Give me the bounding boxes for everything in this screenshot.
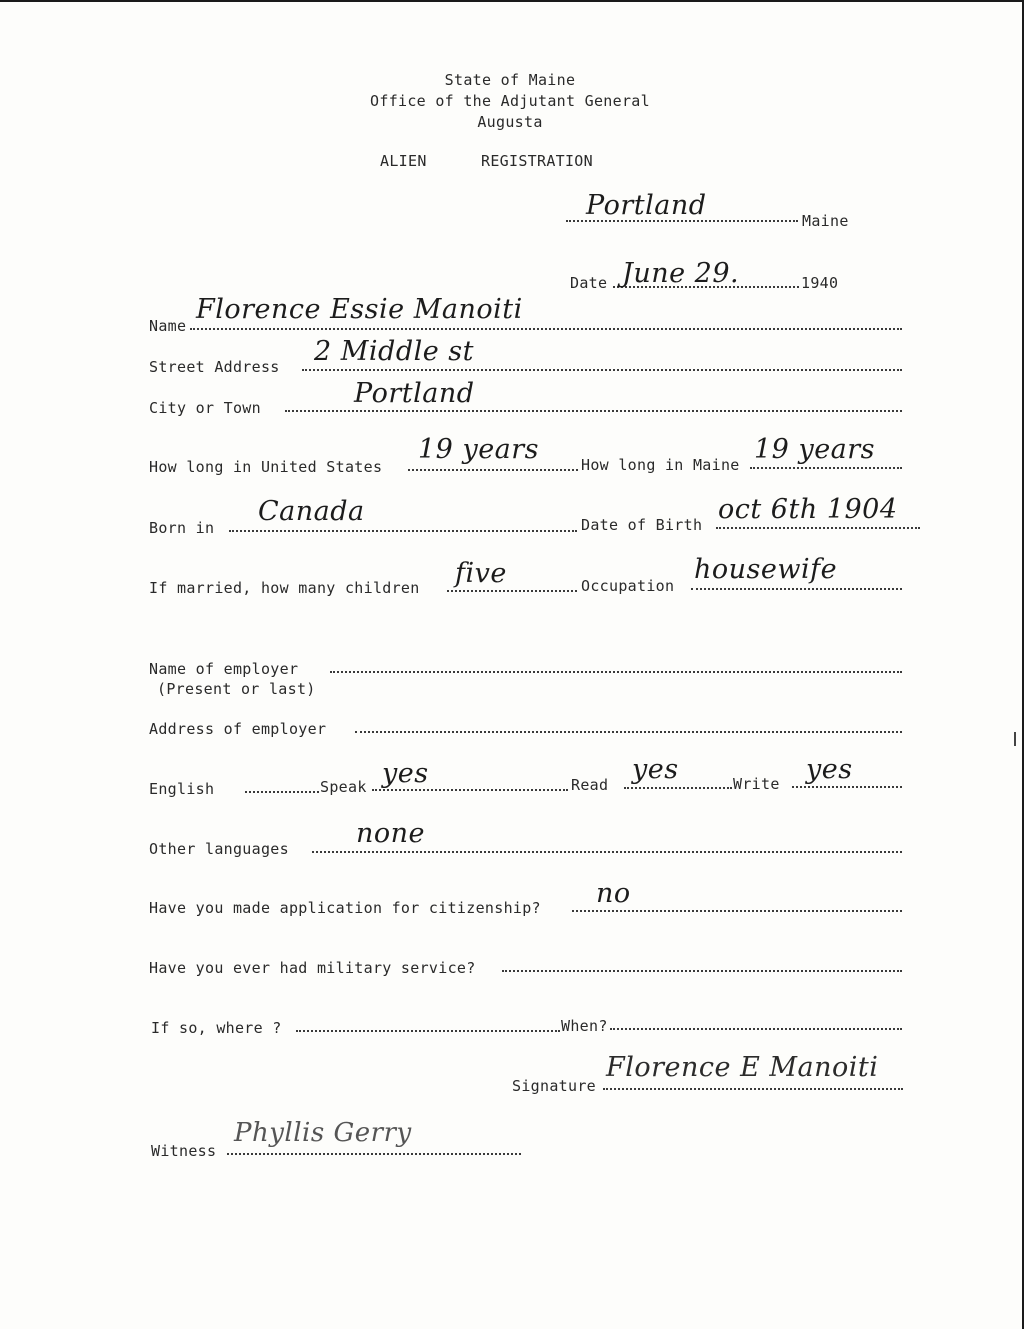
street-label: Street Address [149, 358, 280, 376]
street-value: 2 Middle st [314, 336, 475, 367]
speak-value: yes [382, 758, 429, 789]
dob-line [716, 527, 920, 529]
maine-length-label: How long in Maine [581, 456, 740, 474]
us-length-label: How long in United States [149, 458, 383, 476]
speak-line [372, 789, 568, 791]
employer-sublabel: (Present or last) [157, 680, 316, 698]
form-title-registration: REGISTRATION [481, 152, 593, 170]
header-office: Office of the Adjutant General [370, 92, 650, 110]
scan-mark [1014, 732, 1016, 746]
place-value: Portland [586, 190, 707, 221]
write-line [792, 786, 902, 788]
form-title-alien: ALIEN [380, 152, 427, 170]
place-suffix: Maine [802, 212, 849, 230]
dob-value: oct 6th 1904 [718, 494, 898, 525]
write-value: yes [806, 754, 853, 785]
date-value: June 29. [622, 258, 740, 289]
born-label: Born in [149, 519, 215, 537]
city-line [285, 410, 902, 412]
born-line [229, 530, 577, 532]
read-value: yes [632, 754, 679, 785]
name-value: Florence Essie Manoiti [196, 294, 523, 325]
read-label: Read [571, 776, 609, 794]
other-languages-value: none [356, 818, 426, 849]
military-label: Have you ever had military service? [149, 959, 476, 977]
employer-address-label: Address of employer [149, 720, 327, 738]
when-label: When? [561, 1017, 608, 1035]
occupation-value: housewife [694, 554, 838, 585]
witness-value: Phyllis Gerry [234, 1118, 412, 1148]
signature-value: Florence E Manoiti [606, 1052, 879, 1083]
english-label: English [149, 780, 215, 798]
when-line [610, 1028, 902, 1030]
citizenship-line [572, 910, 902, 912]
read-line [624, 787, 732, 789]
employer-address-line [355, 731, 902, 733]
where-label: If so, where ? [151, 1019, 282, 1037]
city-label: City or Town [149, 399, 261, 417]
employer-label: Name of employer [149, 660, 299, 678]
military-line [502, 970, 902, 972]
header-state: State of Maine [444, 71, 576, 89]
occupation-label: Occupation [581, 577, 675, 595]
street-line [302, 369, 902, 371]
employer-line [330, 671, 902, 673]
dob-label: Date of Birth [581, 516, 703, 534]
maine-length-line [750, 467, 902, 469]
us-length-line [408, 469, 578, 471]
other-languages-line [312, 851, 902, 853]
name-line [190, 328, 902, 330]
where-line [296, 1030, 560, 1032]
speak-label: Speak [320, 778, 367, 796]
date-year: 1940 [801, 274, 839, 292]
signature-line [603, 1088, 903, 1090]
city-value: Portland [354, 378, 475, 409]
signature-label: Signature [512, 1077, 596, 1095]
occupation-line [691, 588, 902, 590]
born-value: Canada [258, 496, 365, 527]
children-label: If married, how many children [149, 579, 420, 597]
children-value: five [455, 558, 507, 589]
english-line [245, 791, 319, 793]
witness-line [227, 1153, 521, 1155]
citizenship-label: Have you made application for citizenship? [149, 899, 541, 917]
maine-length-value: 19 years [754, 434, 876, 465]
citizenship-value: no [596, 878, 631, 909]
header-city: Augusta [477, 113, 543, 131]
witness-label: Witness [151, 1142, 217, 1160]
us-length-value: 19 years [418, 434, 540, 465]
write-label: Write [733, 775, 780, 793]
children-line [447, 590, 577, 592]
other-languages-label: Other languages [149, 840, 289, 858]
name-label: Name [149, 317, 187, 335]
date-label: Date [570, 274, 608, 292]
